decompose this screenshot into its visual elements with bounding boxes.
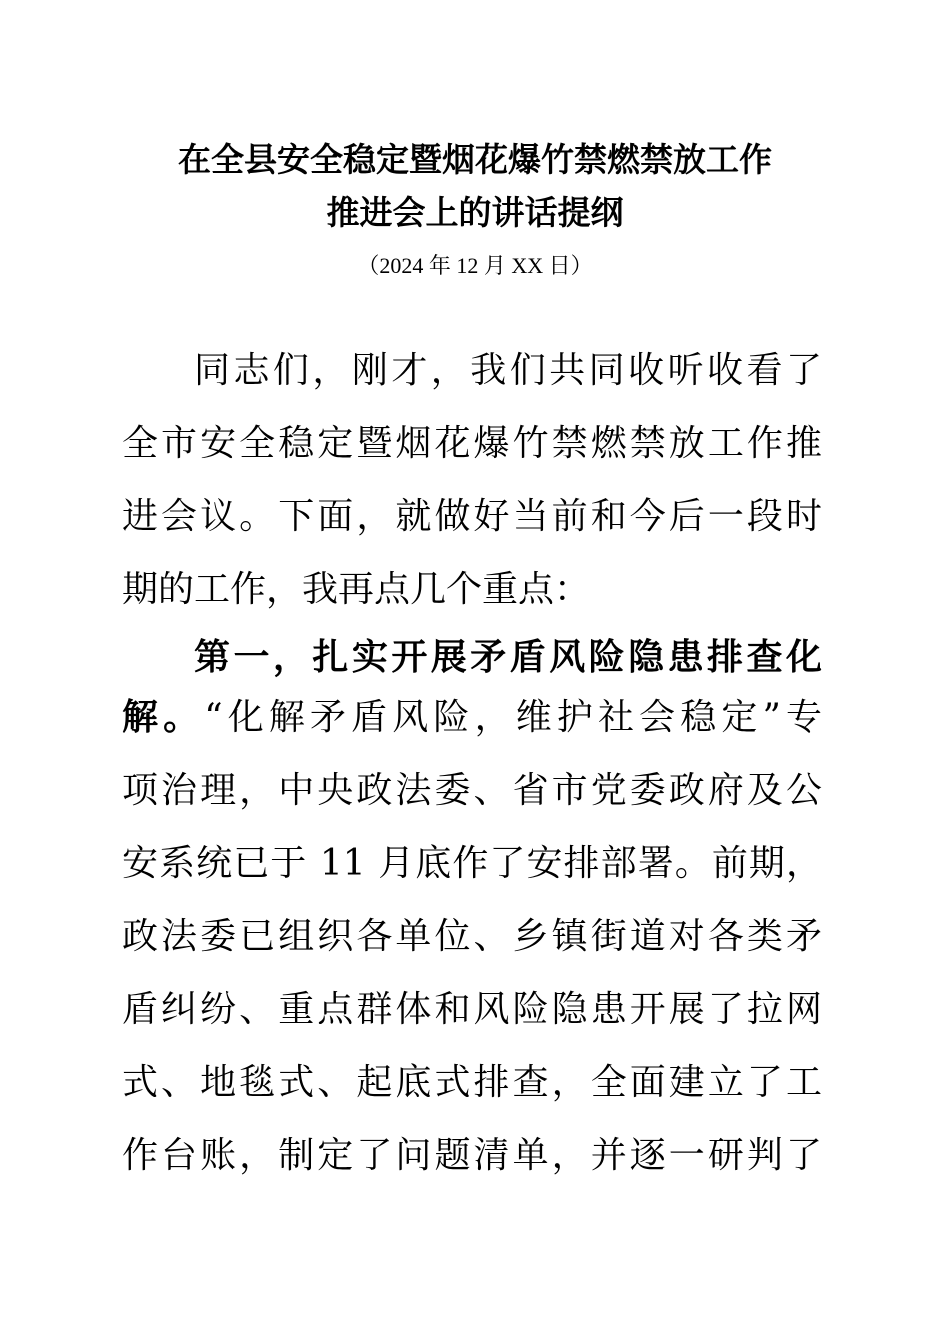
document-date: （2024 年 12 月 XX 日） [357,253,593,278]
paragraph-1-line-1: 同志们，刚才，我们共同收听收看了 [194,350,822,391]
paragraph-1-line-4: 期的工作，我再点几个重点： [122,569,591,610]
paragraph-2-line-6: 盾纠纷、重点群体和风险隐患开展了拉网 [122,989,822,1030]
paragraph-1-line-3: 进会议。下面，就做好当前和今后一段时 [122,496,822,537]
paragraph-2-heading-end: 解。 [122,697,205,738]
paragraph-2-line-2-text: “化解矛盾风险，维护社会稳定”专 [204,697,822,738]
paragraph-2-line-3: 项治理，中央政法委、省市党委政府及公 [122,770,822,811]
paragraph-2-heading: 第一，扎实开展矛盾风险隐患排查化 [194,637,822,678]
document-title-line-2: 推进会上的讲话提纲 [326,193,624,232]
paragraph-2-line-8: 作台账，制定了问题清单，并逐一研判了 [122,1135,822,1176]
paragraph-2-line-5: 政法委已组织各单位、乡镇街道对各类矛 [122,916,822,957]
paragraph-1-line-2: 全市安全稳定暨烟花爆竹禁燃禁放工作推 [122,423,822,464]
document-title-line-1: 在全县安全稳定暨烟花爆竹禁燃禁放工作 [178,140,772,179]
paragraph-2-line-7: 式、地毯式、起底式排查，全面建立了工 [122,1062,822,1103]
paragraph-2-line-2 [122,696,822,740]
paragraph-2-line-4: 安系统已于 11 月底作了安排部署。前期， [122,843,822,884]
